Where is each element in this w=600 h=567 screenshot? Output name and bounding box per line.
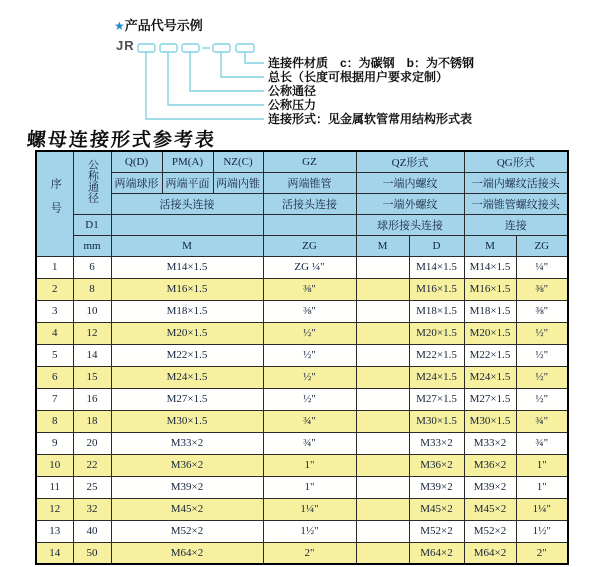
cell-gz: ½" xyxy=(263,388,356,410)
table-row xyxy=(36,278,568,300)
star-icon: ★ xyxy=(114,19,125,33)
header-col-nz: NZ(C) xyxy=(213,151,263,172)
cell-m: M36×2 xyxy=(111,454,263,476)
cell-gz: ½" xyxy=(263,366,356,388)
cell-qz-m xyxy=(356,388,409,410)
table-row xyxy=(36,366,568,388)
cell-qz-d: M33×2 xyxy=(409,432,464,454)
cell-gz: ½" xyxy=(263,344,356,366)
code-box-5 xyxy=(236,44,254,52)
table-row xyxy=(36,322,568,344)
cell-qg-zg: 1" xyxy=(516,454,568,476)
cell-qg-m: M16×1.5 xyxy=(464,278,516,300)
code-box-2 xyxy=(160,44,177,52)
cell-qz-m xyxy=(356,344,409,366)
header-empty-gz xyxy=(263,214,356,235)
header-q-desc: 两端球形 xyxy=(111,172,162,193)
cell-seq: 3 xyxy=(36,300,73,322)
cell-qg-zg: ⅜" xyxy=(516,278,568,300)
cell-qg-zg: ¾" xyxy=(516,432,568,454)
cell-m: M16×1.5 xyxy=(111,278,263,300)
cell-qz-d: M30×1.5 xyxy=(409,410,464,432)
cell-qz-d: M36×2 xyxy=(409,454,464,476)
cell-qg-zg: ½" xyxy=(516,322,568,344)
header-gz-conn: 活接头连接 xyxy=(263,193,356,214)
product-code-heading xyxy=(114,15,203,34)
table-row xyxy=(36,410,568,432)
header-mm: mm xyxy=(73,235,111,256)
cell-seq: 7 xyxy=(36,388,73,410)
cell-qz-d: M24×1.5 xyxy=(409,366,464,388)
cell-dn: 18 xyxy=(73,410,111,432)
header-qg-zg: ZG xyxy=(516,235,568,256)
cell-qz-m xyxy=(356,520,409,542)
cell-qz-d: M20×1.5 xyxy=(409,322,464,344)
code-prefix: JR xyxy=(116,38,135,53)
cell-qz-m xyxy=(356,454,409,476)
cell-dn: 15 xyxy=(73,366,111,388)
header-qg-desc1: 一端内螺纹活接头 xyxy=(464,172,568,193)
cell-m: M30×1.5 xyxy=(111,410,263,432)
cell-gz: ¾" xyxy=(263,432,356,454)
header-col-gz: GZ xyxy=(263,151,356,172)
cell-m: M22×1.5 xyxy=(111,344,263,366)
header-dn: 公称通径 xyxy=(73,151,111,214)
header-col-qz: QZ形式 xyxy=(356,151,464,172)
cell-dn: 20 xyxy=(73,432,111,454)
header-empty-group xyxy=(111,214,263,235)
cell-qg-m: M36×2 xyxy=(464,454,516,476)
table-row xyxy=(36,454,568,476)
connector-line-length xyxy=(221,52,264,77)
cell-gz: 1¼" xyxy=(263,498,356,520)
cell-seq: 5 xyxy=(36,344,73,366)
cell-gz: 1½" xyxy=(263,520,356,542)
code-box-1 xyxy=(138,44,155,52)
cell-m: M24×1.5 xyxy=(111,366,263,388)
cell-dn: 6 xyxy=(73,256,111,278)
header-m-wide: M xyxy=(111,235,263,256)
cell-qg-zg: ¾" xyxy=(516,410,568,432)
cell-qz-m xyxy=(356,542,409,564)
header-qz-desc3: 球形接头连接 xyxy=(356,214,464,235)
table-row xyxy=(36,542,568,564)
code-box-3 xyxy=(182,44,199,52)
cell-qg-m: M30×1.5 xyxy=(464,410,516,432)
cell-seq: 14 xyxy=(36,542,73,564)
header-group-conn: 活接头连接 xyxy=(111,193,263,214)
header-qz-d: D xyxy=(409,235,464,256)
cell-gz: ⅜" xyxy=(263,278,356,300)
cell-dn: 12 xyxy=(73,322,111,344)
cell-gz: 1" xyxy=(263,476,356,498)
cell-qg-zg: 1" xyxy=(516,476,568,498)
cell-qz-m xyxy=(356,366,409,388)
header-zg-wide: ZG xyxy=(263,235,356,256)
table-row xyxy=(36,256,568,278)
connector-line-diameter xyxy=(190,52,264,91)
cell-qg-zg: ½" xyxy=(516,388,568,410)
label-pressure: 公称压力 xyxy=(268,98,317,112)
cell-dn: 50 xyxy=(73,542,111,564)
header-seq: 序号 xyxy=(36,151,73,256)
label-diameter: 公称通径 xyxy=(268,84,317,98)
cell-seq: 12 xyxy=(36,498,73,520)
table-row xyxy=(36,520,568,542)
cell-qz-d: M27×1.5 xyxy=(409,388,464,410)
header-row-4 xyxy=(36,214,568,235)
cell-qg-m: M52×2 xyxy=(464,520,516,542)
table-row xyxy=(36,476,568,498)
cell-seq: 1 xyxy=(36,256,73,278)
cell-qg-zg: ½" xyxy=(516,366,568,388)
cell-qg-zg: ⅜" xyxy=(516,300,568,322)
header-qg-desc2: 一端锥管螺纹接头 xyxy=(464,193,568,214)
cell-qg-m: M18×1.5 xyxy=(464,300,516,322)
code-box-4 xyxy=(213,44,230,52)
cell-qz-m xyxy=(356,322,409,344)
cell-seq: 8 xyxy=(36,410,73,432)
header-row-5 xyxy=(36,235,568,256)
cell-dn: 40 xyxy=(73,520,111,542)
cell-qg-zg: ¼" xyxy=(516,256,568,278)
header-qz-desc2: 一端外螺纹 xyxy=(356,193,464,214)
cell-dn: 10 xyxy=(73,300,111,322)
header-row-3 xyxy=(36,193,568,214)
cell-qz-d: M18×1.5 xyxy=(409,300,464,322)
cell-qg-m: M64×2 xyxy=(464,542,516,564)
cell-m: M33×2 xyxy=(111,432,263,454)
cell-qg-zg: 1¼" xyxy=(516,498,568,520)
header-qz-desc1: 一端内螺纹 xyxy=(356,172,464,193)
table-title: 螺母连接形式参考表 xyxy=(26,129,217,151)
cell-qz-m xyxy=(356,256,409,278)
cell-qg-m: M20×1.5 xyxy=(464,322,516,344)
connector-line-material xyxy=(245,52,264,63)
cell-qz-d: M14×1.5 xyxy=(409,256,464,278)
cell-qz-m xyxy=(356,300,409,322)
cell-dn: 16 xyxy=(73,388,111,410)
product-code-heading-text: 产品代号示例 xyxy=(124,18,203,33)
nut-connection-table xyxy=(35,150,569,565)
cell-m: M20×1.5 xyxy=(111,322,263,344)
cell-seq: 11 xyxy=(36,476,73,498)
cell-qz-d: M64×2 xyxy=(409,542,464,564)
cell-qg-m: M14×1.5 xyxy=(464,256,516,278)
cell-qz-d: M22×1.5 xyxy=(409,344,464,366)
cell-qz-m xyxy=(356,410,409,432)
connector-line-form xyxy=(146,52,264,119)
label-length: 总长（长度可根据用户要求定制） xyxy=(268,70,449,84)
cell-qz-d: M16×1.5 xyxy=(409,278,464,300)
cell-seq: 4 xyxy=(36,322,73,344)
cell-seq: 10 xyxy=(36,454,73,476)
cell-gz: 1" xyxy=(263,454,356,476)
cell-dn: 8 xyxy=(73,278,111,300)
cell-qz-d: M39×2 xyxy=(409,476,464,498)
cell-dn: 32 xyxy=(73,498,111,520)
cell-gz: ⅜" xyxy=(263,300,356,322)
cell-m: M27×1.5 xyxy=(111,388,263,410)
table-row xyxy=(36,344,568,366)
header-col-q: Q(D) xyxy=(111,151,162,172)
header-gz-desc: 两端锥管 xyxy=(263,172,356,193)
cell-qz-m xyxy=(356,498,409,520)
header-qg-desc3: 连接 xyxy=(464,214,568,235)
cell-gz: ZG ¼" xyxy=(263,256,356,278)
connector-line-pressure xyxy=(168,52,264,105)
cell-dn: 14 xyxy=(73,344,111,366)
cell-seq: 6 xyxy=(36,366,73,388)
label-material: 连接件材质 c：为碳钢 b：为不锈钢 xyxy=(268,56,475,70)
cell-m: M64×2 xyxy=(111,542,263,564)
cell-qg-m: M24×1.5 xyxy=(464,366,516,388)
cell-qg-m: M22×1.5 xyxy=(464,344,516,366)
cell-qg-zg: 1½" xyxy=(516,520,568,542)
table-head xyxy=(36,151,568,256)
cell-seq: 9 xyxy=(36,432,73,454)
cell-seq: 2 xyxy=(36,278,73,300)
table-row xyxy=(36,498,568,520)
cell-m: M39×2 xyxy=(111,476,263,498)
header-pm-desc: 两端平面 xyxy=(162,172,213,193)
header-qg-m: M xyxy=(464,235,516,256)
cell-qg-m: M33×2 xyxy=(464,432,516,454)
cell-qz-d: M45×2 xyxy=(409,498,464,520)
cell-m: M45×2 xyxy=(111,498,263,520)
cell-qg-m: M45×2 xyxy=(464,498,516,520)
cell-seq: 13 xyxy=(36,520,73,542)
cell-gz: 2" xyxy=(263,542,356,564)
cell-qz-m xyxy=(356,476,409,498)
header-d1: D1 xyxy=(73,214,111,235)
cell-qg-zg: ½" xyxy=(516,344,568,366)
header-col-qg: QG形式 xyxy=(464,151,568,172)
cell-m: M18×1.5 xyxy=(111,300,263,322)
product-code-diagram xyxy=(0,0,600,130)
cell-qg-zg: 2" xyxy=(516,542,568,564)
cell-m: M52×2 xyxy=(111,520,263,542)
table-row xyxy=(36,388,568,410)
cell-gz: ½" xyxy=(263,322,356,344)
header-col-pm: PM(A) xyxy=(162,151,213,172)
header-row-2 xyxy=(36,172,568,193)
cell-gz: ¾" xyxy=(263,410,356,432)
header-qz-m: M xyxy=(356,235,409,256)
cell-dn: 22 xyxy=(73,454,111,476)
cell-m: M14×1.5 xyxy=(111,256,263,278)
table-row xyxy=(36,300,568,322)
cell-qz-m xyxy=(356,432,409,454)
cell-qg-m: M39×2 xyxy=(464,476,516,498)
cell-qz-m xyxy=(356,278,409,300)
cell-qg-m: M27×1.5 xyxy=(464,388,516,410)
header-row-1 xyxy=(36,151,568,172)
cell-qz-d: M52×2 xyxy=(409,520,464,542)
cell-dn: 25 xyxy=(73,476,111,498)
header-nz-desc: 两端内锥 xyxy=(213,172,263,193)
table-body xyxy=(36,256,568,564)
label-form: 连接形式：见金属软管常用结构形式表 xyxy=(268,112,473,126)
table-row xyxy=(36,432,568,454)
